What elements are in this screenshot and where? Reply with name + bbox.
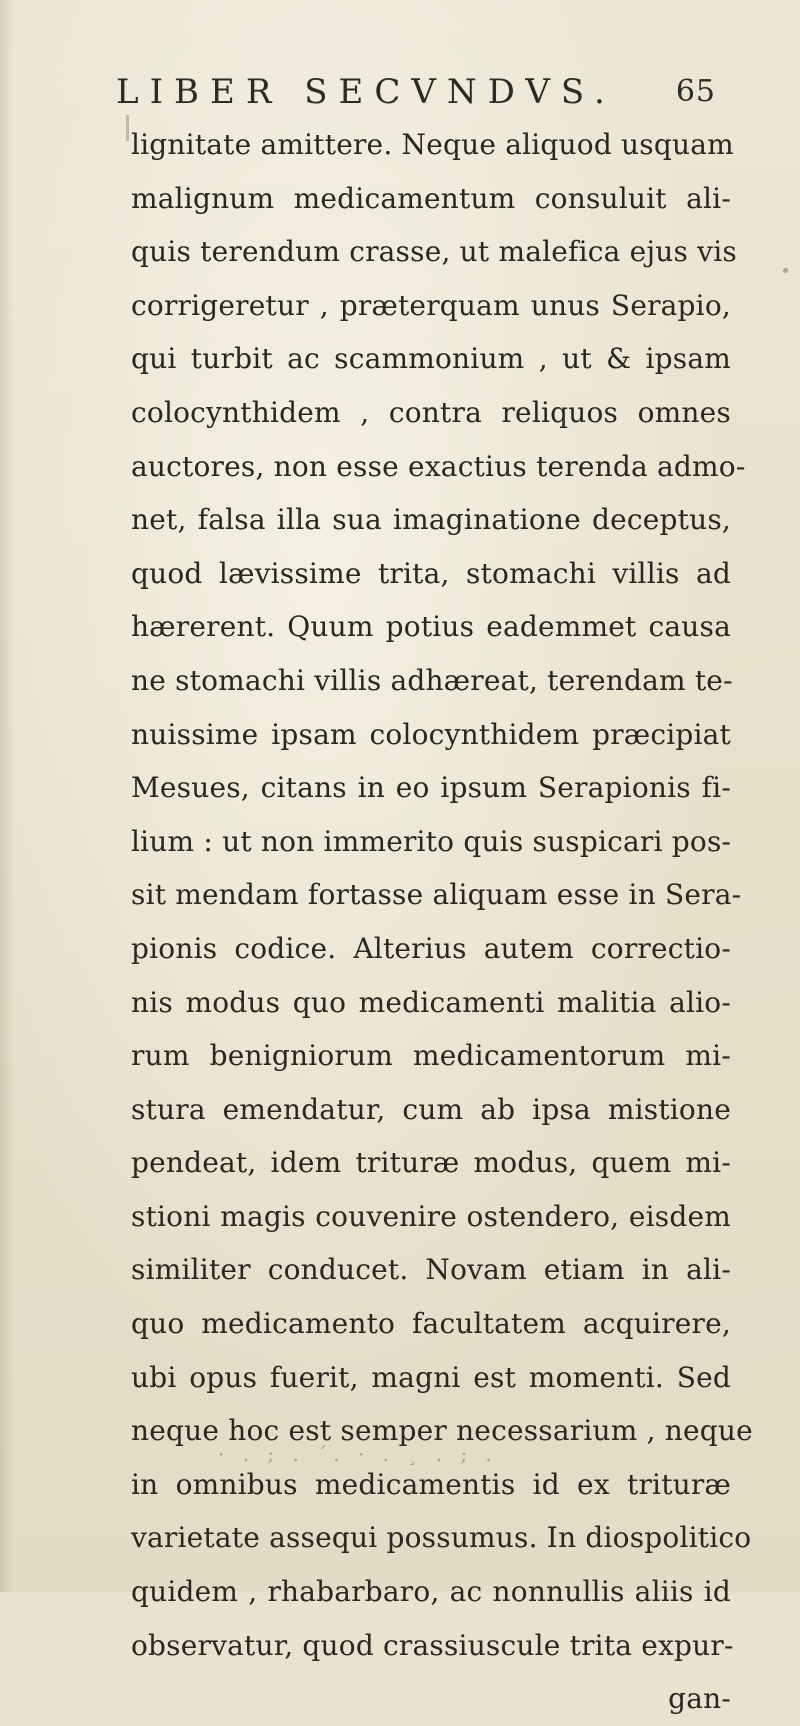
text-line: observatur, quod crassiuscule trita expur-: [131, 1628, 734, 1662]
text-line: malignum medicamentum consuluit ali-: [131, 181, 731, 215]
text-line: quis terendum crasse, ut malefica ejus vis: [131, 235, 737, 269]
text-line: auctores, non esse exactius terenda admo-: [131, 449, 746, 483]
body-text: [131, 118, 753, 1726]
text-line: neque hoc est semper necessarium , neque: [131, 1414, 753, 1448]
text-line: ubi opus fuerit, magni est momenti. Sed: [131, 1360, 731, 1394]
page-number: 65: [675, 74, 716, 109]
running-header: [116, 70, 716, 114]
text-line: quo medicamento facultatem acquirere,: [131, 1307, 731, 1341]
running-title: LIBER SECVNDVS.: [116, 72, 616, 112]
text-line: quidem , rhabarbaro, ac nonnullis aliis id: [131, 1575, 731, 1609]
catchword: gan-: [668, 1682, 731, 1716]
text-line: qui turbit ac scammonium , ut & ipsam: [131, 342, 731, 376]
text-line: rum benigniorum medicamentorum mi-: [131, 1039, 731, 1073]
margin-mark: [126, 115, 129, 141]
show-through-marks: · . ; . ´. · . ¸ . ; .: [218, 1442, 498, 1466]
text-line: corrigeretur , præterquam unus Serapio,: [131, 288, 731, 322]
text-line: net, falsa illa sua imaginatione deceptus,: [131, 503, 731, 537]
text-line: nuissime ipsam colocynthidem præcipiat: [131, 717, 731, 751]
gutter-shadow: [0, 0, 14, 1592]
text-line: quod lævissime trita, stomachi villis ad: [131, 556, 731, 590]
text-line: pendeat, idem trituræ modus, quem mi-: [131, 1146, 731, 1180]
text-line: stioni magis couvenire ostendero, eisdem: [131, 1199, 731, 1233]
paper-speck: [783, 268, 788, 273]
text-line: lignitate amittere. Neque aliquod usquam: [131, 128, 734, 161]
text-line: hærerent. Quum potius eademmet causa: [131, 610, 731, 644]
text-line: in omnibus medicamentis id ex trituræ: [131, 1467, 731, 1501]
text-line: nis modus quo medicamenti malitia alio-: [131, 985, 731, 1019]
text-line: stura emendatur, cum ab ipsa mistione: [131, 1092, 731, 1126]
text-line: Mesues, citans in eo ipsum Serapionis fi-: [131, 771, 731, 805]
text-line: ne stomachi villis adhæreat, terendam te-: [131, 663, 733, 697]
text-line: lium : ut non immerito quis suspicari pos-: [131, 824, 732, 858]
text-line: sit mendam fortasse aliquam esse in Sera-: [131, 878, 742, 912]
text-line: varietate assequi possumus. In diospolitico: [131, 1521, 752, 1555]
text-line: similiter conducet. Novam etiam in ali-: [131, 1253, 731, 1287]
text-line: colocynthidem , contra reliquos omnes: [131, 395, 731, 429]
text-line: pionis codice. Alterius autem correctio-: [131, 931, 731, 965]
